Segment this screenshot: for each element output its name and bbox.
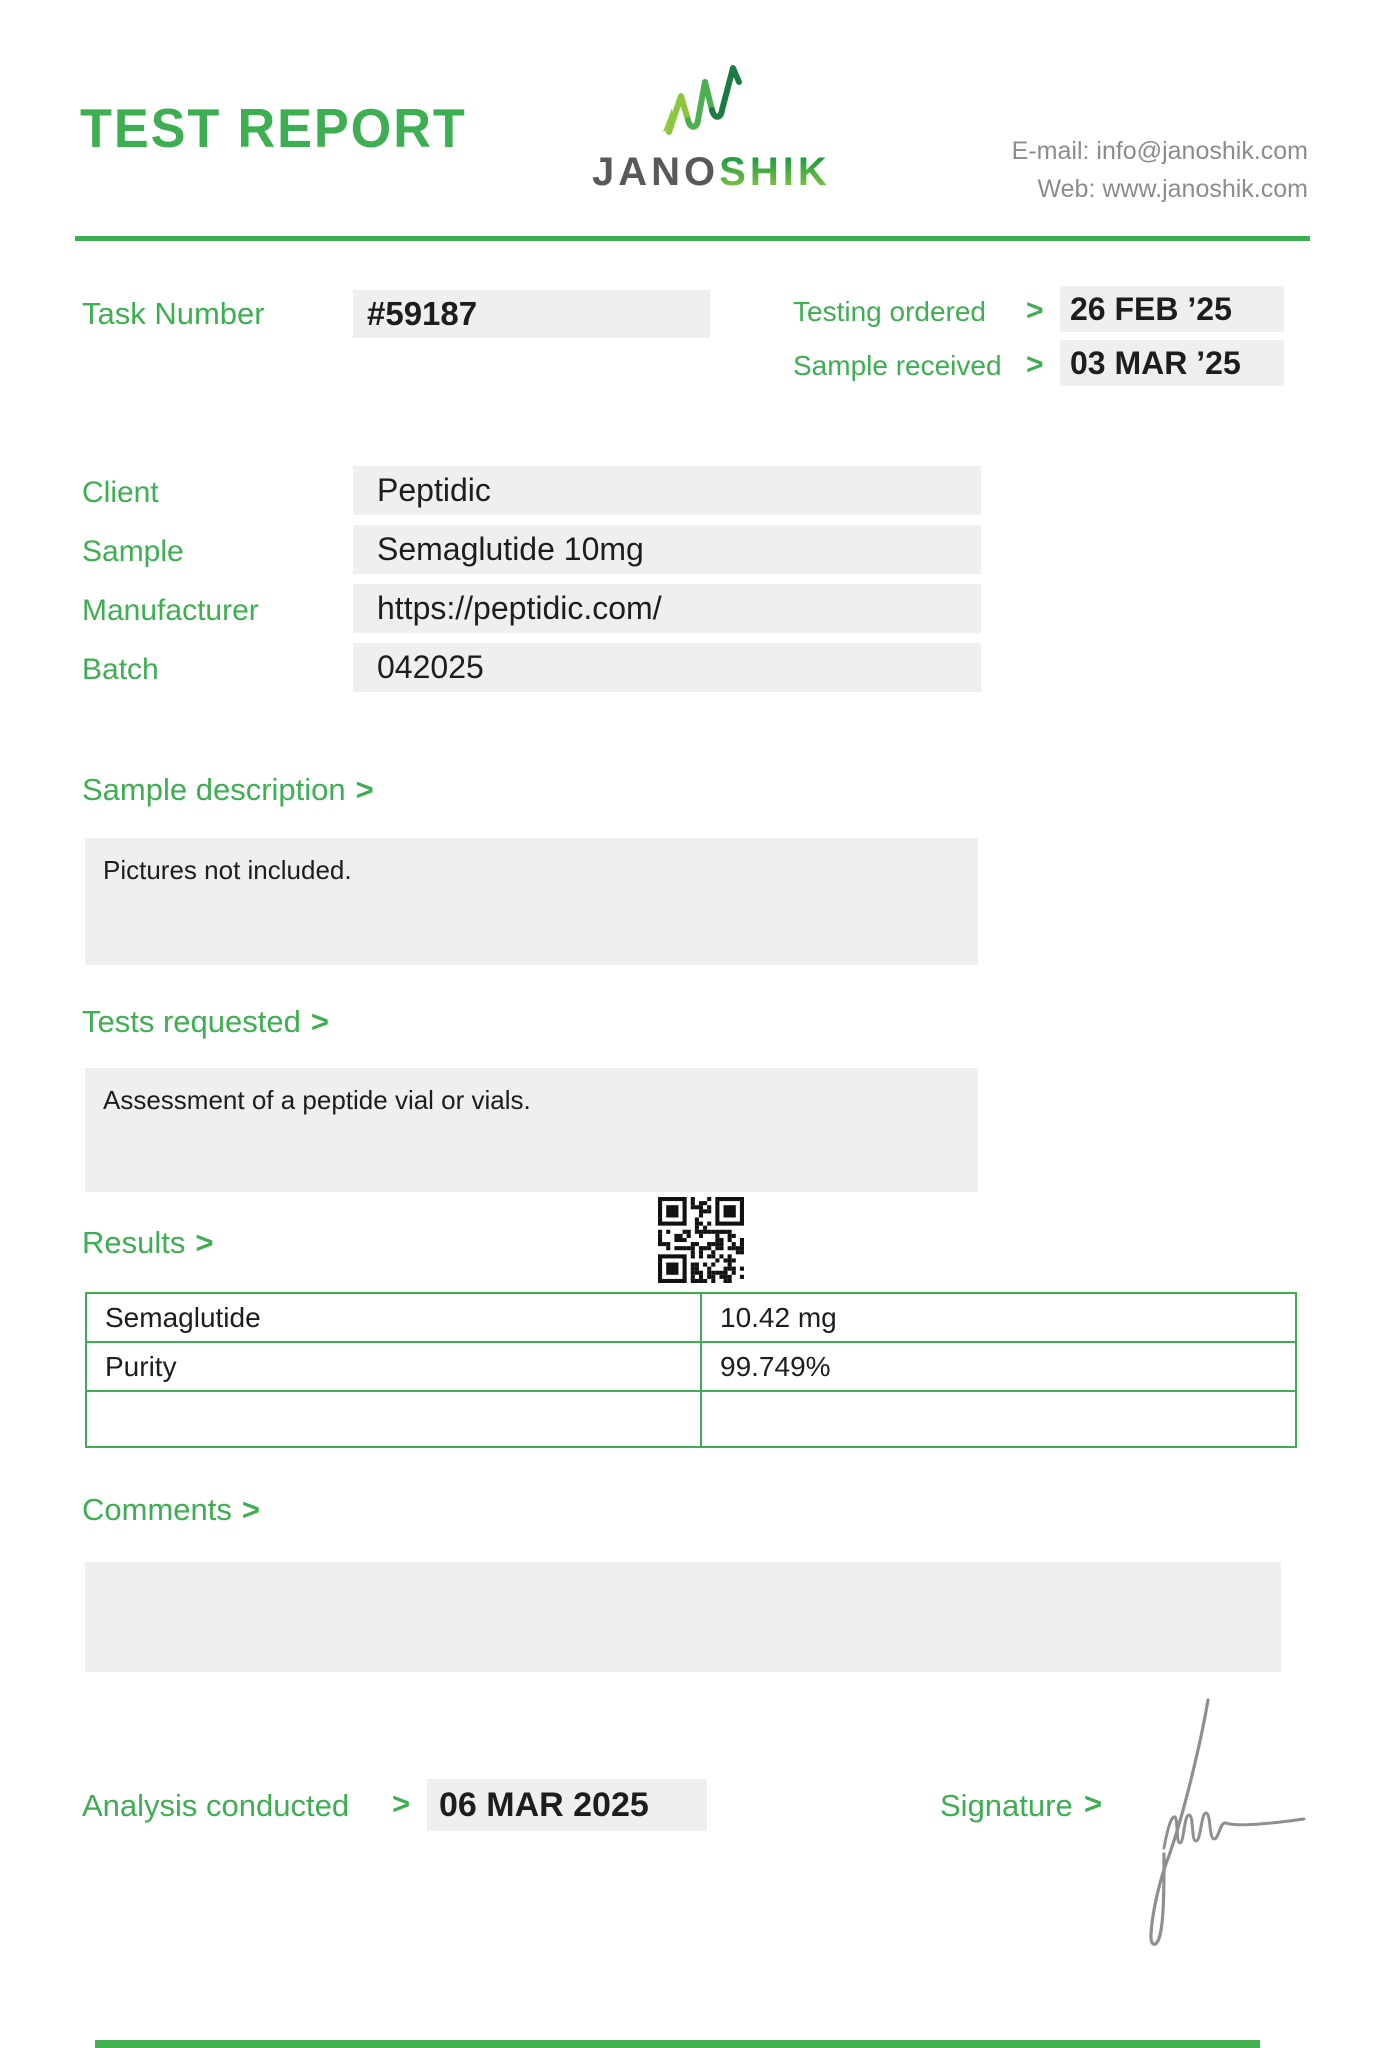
result-analyte: Purity <box>86 1342 701 1391</box>
task-number-field <box>353 290 710 338</box>
manufacturer-field <box>353 584 981 633</box>
contact-web-line <box>1012 170 1308 208</box>
tests-requested-text: Assessment of a peptide vial or vials. <box>103 1085 531 1115</box>
task-number-label: Task Number <box>82 296 265 331</box>
email-value: info@janoshik.com <box>1096 137 1308 165</box>
contact-info <box>1012 132 1308 208</box>
comments-box <box>85 1562 1281 1672</box>
janoshik-logo <box>592 62 831 195</box>
result-value <box>701 1391 1296 1447</box>
email-label: E-mail: <box>1011 137 1090 165</box>
sample-field <box>353 525 981 574</box>
tests-requested-heading <box>82 1004 329 1040</box>
logo-text-secondary: SHIK <box>719 150 831 194</box>
table-row <box>86 1293 1296 1342</box>
analysis-date-field <box>427 1779 707 1831</box>
logo-text-primary: JANO <box>592 150 720 194</box>
sample-description-heading <box>82 772 374 808</box>
result-analyte <box>86 1391 701 1447</box>
result-analyte: Semaglutide <box>86 1293 701 1342</box>
comments-heading <box>82 1492 260 1528</box>
web-value: www.janoshik.com <box>1102 175 1308 203</box>
signature-label: Signature <box>940 1788 1073 1823</box>
result-value: 99.749% <box>701 1342 1296 1391</box>
web-label: Web: <box>1037 175 1096 203</box>
table-row <box>86 1342 1296 1391</box>
sample-received-date: 03 MAR ’25 <box>1070 344 1241 381</box>
testing-ordered-field <box>1060 286 1284 332</box>
chart-peaks-icon <box>659 62 755 146</box>
sample-description-label: Sample description <box>82 772 346 807</box>
table-row <box>86 1391 1296 1447</box>
results-label: Results <box>82 1225 186 1260</box>
batch-field <box>353 643 981 692</box>
footer-green-bar <box>95 2040 1260 2048</box>
header-divider <box>75 236 1310 241</box>
tests-requested-arrow-icon: > <box>310 1004 329 1039</box>
tests-requested-label: Tests requested <box>82 1004 301 1039</box>
client-value: Peptidic <box>377 472 491 508</box>
client-field <box>353 466 981 515</box>
batch-value: 042025 <box>377 649 484 685</box>
result-value: 10.42 mg <box>701 1293 1296 1342</box>
testing-ordered-arrow-icon: > <box>1026 294 1044 327</box>
results-table <box>85 1292 1297 1448</box>
logo-wordmark <box>592 150 831 195</box>
comments-arrow-icon: > <box>241 1492 260 1527</box>
manufacturer-value: https://peptidic.com/ <box>377 590 662 626</box>
sample-description-arrow-icon: > <box>355 772 374 807</box>
results-heading <box>82 1225 213 1261</box>
sample-received-arrow-icon: > <box>1026 348 1044 381</box>
sample-value: Semaglutide 10mg <box>377 531 644 567</box>
tests-requested-box <box>85 1068 978 1192</box>
comments-label: Comments <box>82 1492 232 1527</box>
sample-received-field <box>1060 340 1284 386</box>
client-label: Client <box>82 476 159 509</box>
analysis-conducted-label: Analysis conducted <box>82 1788 350 1823</box>
contact-email-line <box>1012 132 1308 170</box>
testing-ordered-date: 26 FEB ’25 <box>1070 290 1232 327</box>
testing-ordered-label: Testing ordered <box>793 296 987 327</box>
qr-code <box>658 1197 744 1283</box>
batch-label: Batch <box>82 653 159 686</box>
manufacturer-label: Manufacturer <box>82 594 259 627</box>
signature-arrow-icon: > <box>1084 1786 1103 1821</box>
signature-scribble <box>1118 1676 1338 1958</box>
sample-label: Sample <box>82 535 184 568</box>
task-number-value: #59187 <box>367 295 478 332</box>
page-title: TEST REPORT <box>80 97 467 159</box>
sample-description-box <box>85 838 978 965</box>
sample-received-label: Sample received <box>793 350 1002 381</box>
analysis-conducted-arrow-icon: > <box>392 1786 411 1821</box>
analysis-date-value: 06 MAR 2025 <box>439 1785 649 1824</box>
sample-description-text: Pictures not included. <box>103 855 352 885</box>
results-arrow-icon: > <box>195 1225 214 1260</box>
